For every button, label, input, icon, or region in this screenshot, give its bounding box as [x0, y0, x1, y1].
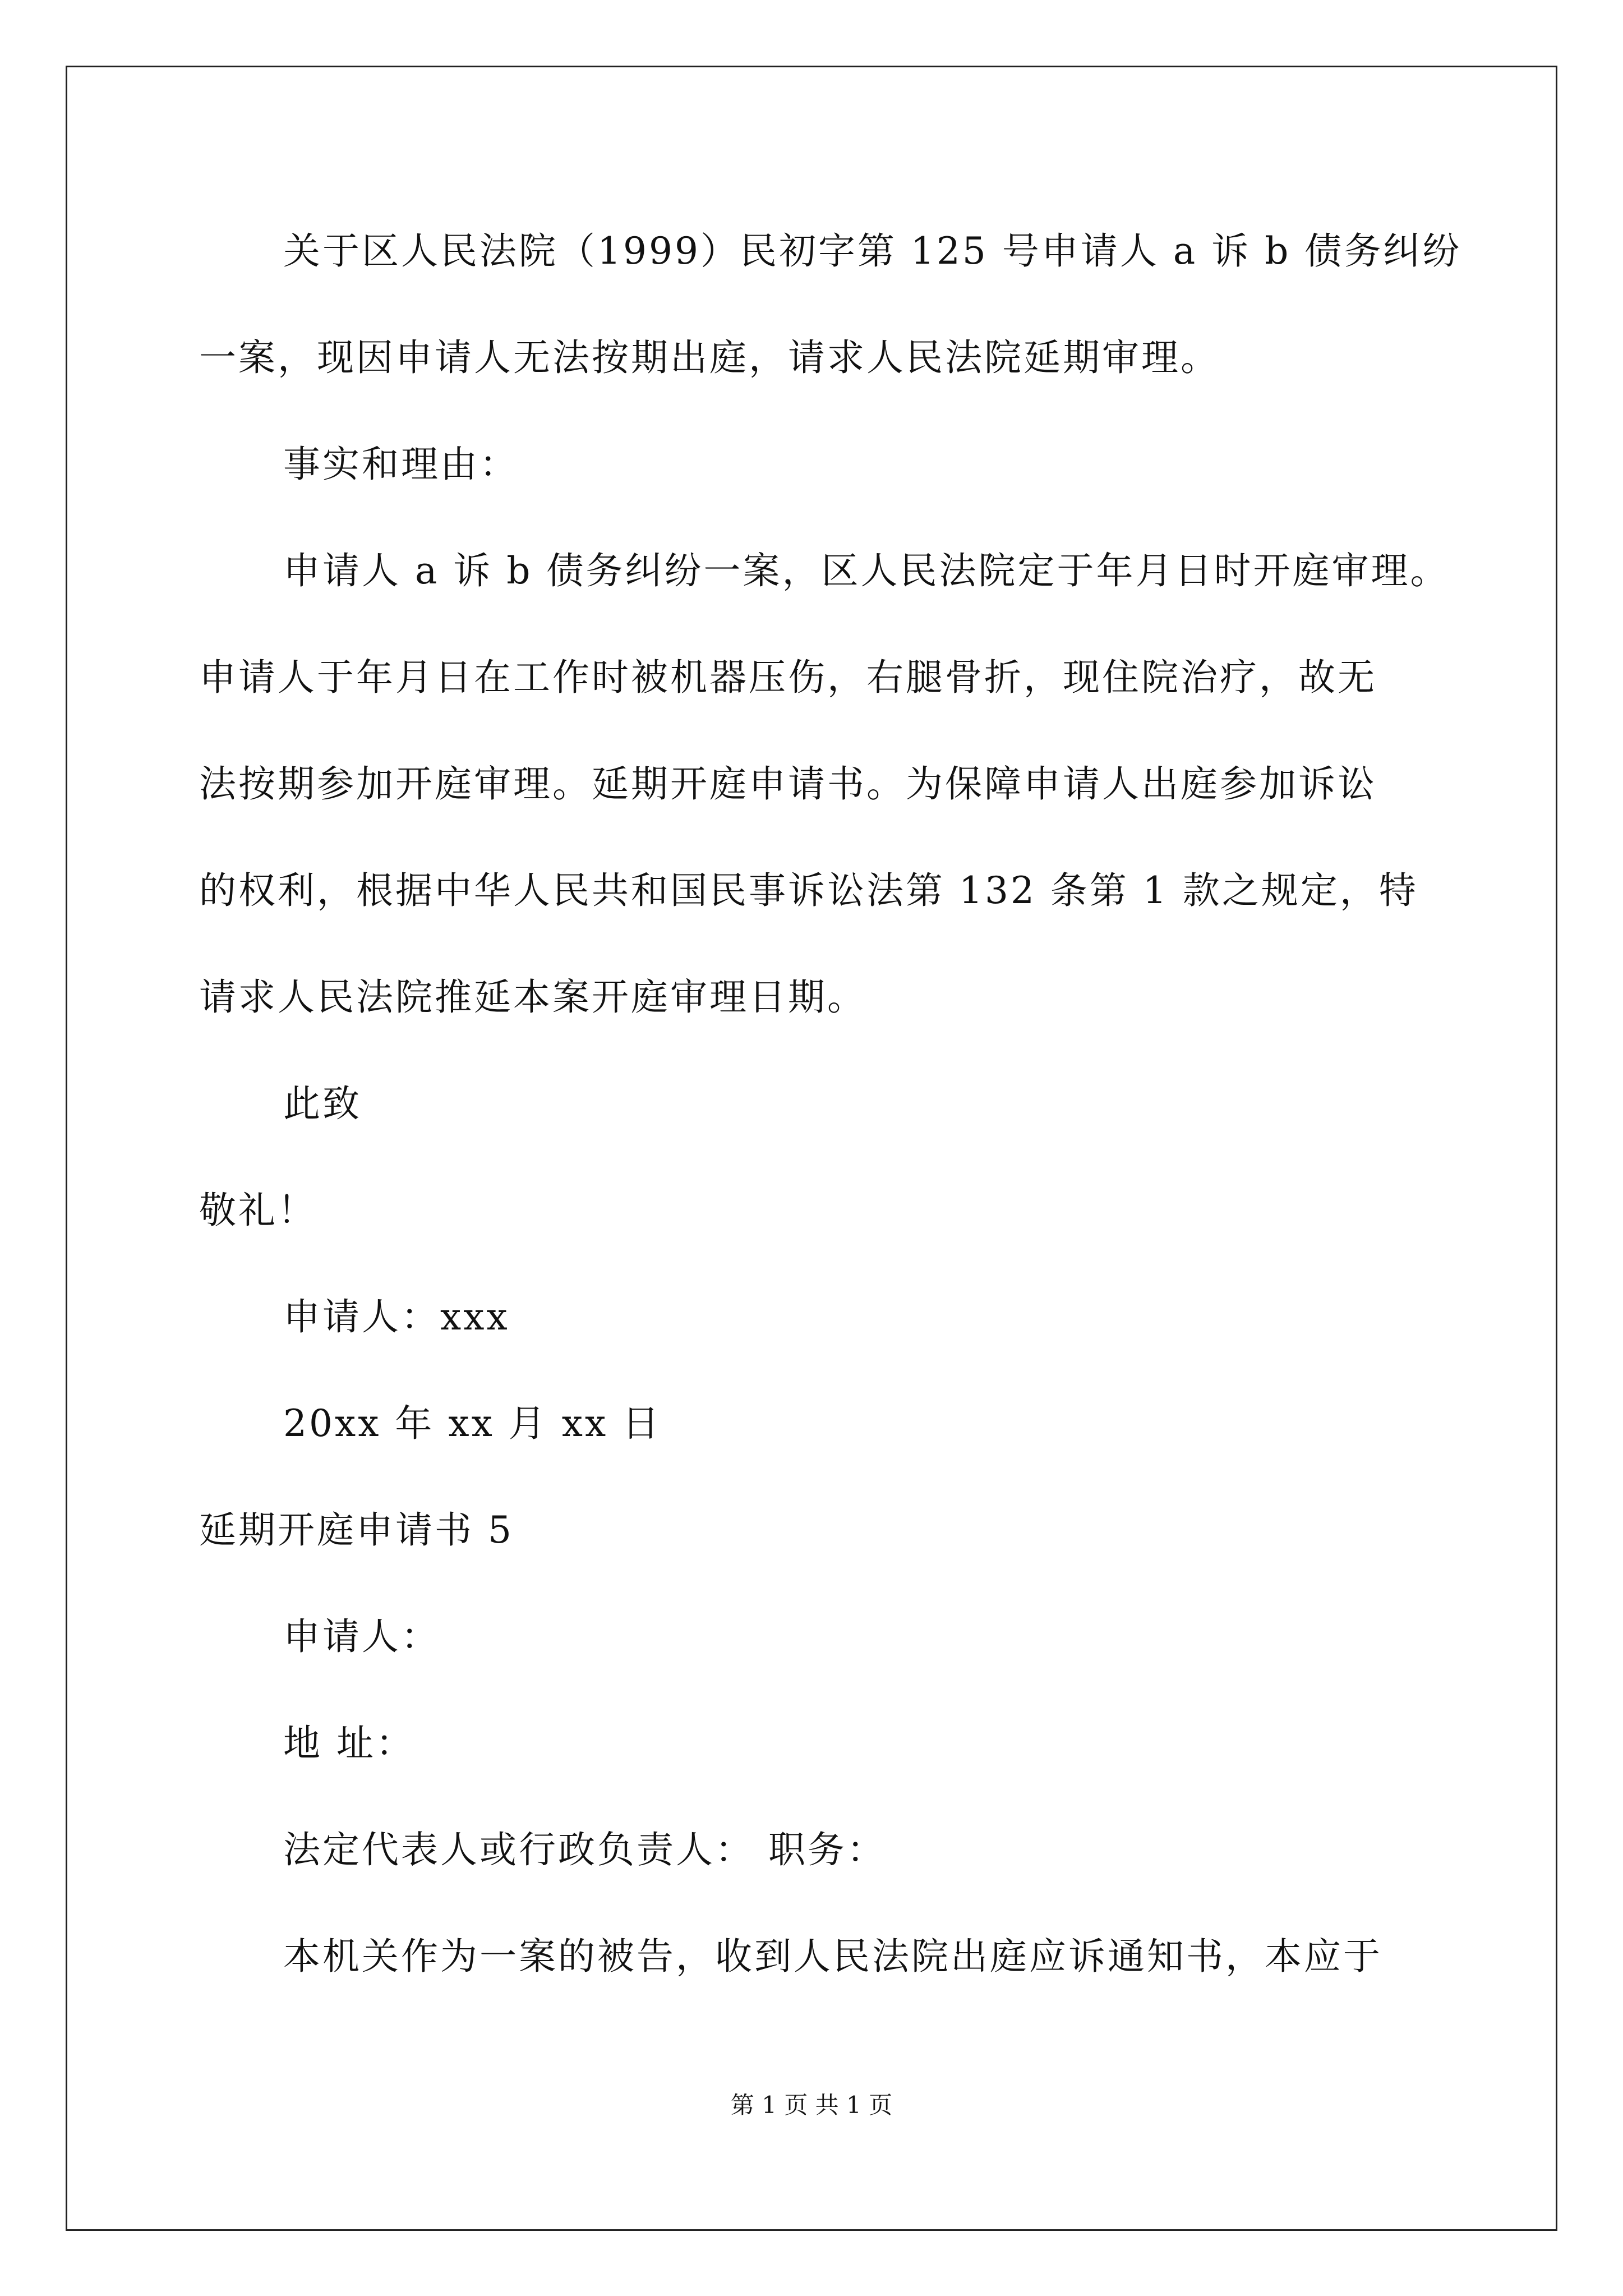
- paragraph-line: 本机关作为一案的被告，收到人民法院出庭应诉通知书，本应于: [283, 1935, 1382, 1978]
- representative-field: 法定代表人或行政负责人： 职务：: [283, 1828, 886, 1871]
- closing-salutation: 此致: [283, 1082, 362, 1125]
- paragraph-line: 申请人 a 诉 b 债务纠纷一案，区人民法院定于年月日时开庭审理。: [283, 549, 1450, 592]
- closing-regards: 敬礼！: [199, 1189, 317, 1232]
- paragraph-line: 法按期参加开庭审理。延期开庭申请书。为保障申请人出庭参加诉讼: [199, 762, 1377, 806]
- date-line: 20xx 年 xx 月 xx 日: [283, 1402, 662, 1445]
- applicant-signature: 申请人：xxx: [283, 1295, 510, 1338]
- section-heading: 事实和理由：: [283, 443, 519, 486]
- paragraph-line: 申请人于年月日在工作时被机器压伤，右腿骨折，现住院治疗，故无: [199, 656, 1377, 699]
- document-title: 延期开庭申请书 5: [199, 1508, 514, 1552]
- address-field: 地 址：: [283, 1722, 415, 1765]
- paragraph-line: 一案，现因申请人无法按期出庭，请求人民法院延期审理。: [199, 336, 1220, 379]
- paragraph-line: 的权利，根据中华人民共和国民事诉讼法第 132 条第 1 款之规定，特: [199, 869, 1418, 912]
- applicant-field: 申请人：: [283, 1615, 440, 1658]
- page-number-footer: 第 1 页 共 1 页: [730, 2091, 893, 2119]
- paragraph-line: 请求人民法院推延本案开庭审理日期。: [199, 976, 866, 1019]
- page-border: [66, 66, 1557, 2231]
- paragraph-line: 关于区人民法院（1999）民初字第 125 号申请人 a 诉 b 债务纠纷: [283, 229, 1462, 273]
